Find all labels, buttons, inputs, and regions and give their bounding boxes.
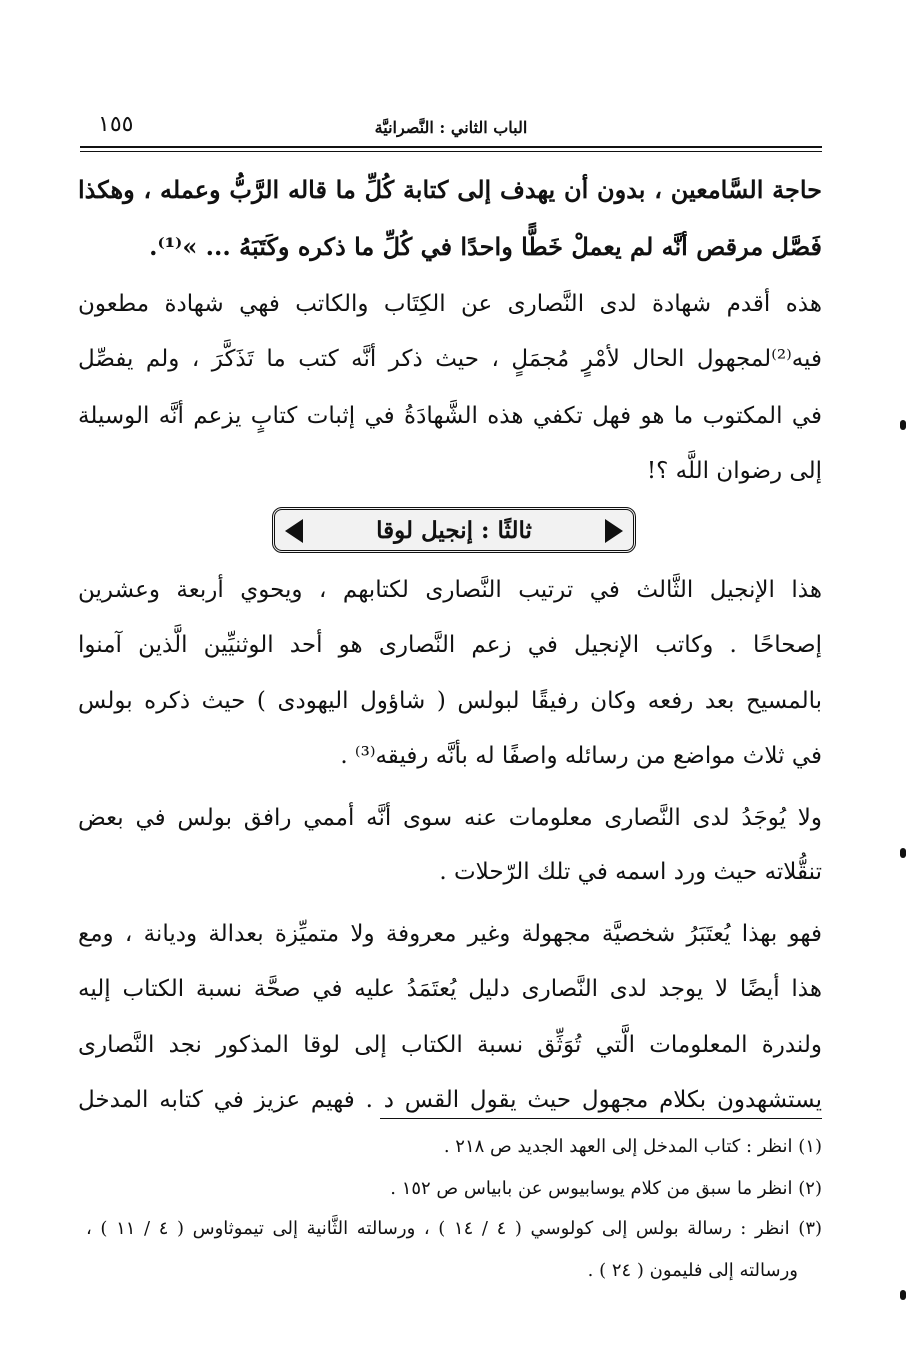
text-line: في المكتوب ما هو فهل تكفي هذه الشَّهادَةُ في إثبات كتابٍ يزعم أنَّه الوسيلة: [78, 403, 822, 429]
footnote-continuation: ورسالته إلى فليمون ( ٢٤ ) .: [587, 1260, 798, 1281]
arrow-right-icon: [605, 519, 623, 543]
text-line: إصحاحًا . وكاتب الإنجيل في زعم النَّصارى هو أحد الوثنيِّين الَّذين آمنوا: [78, 632, 822, 658]
text-line: فيه⁽²⁾لمجهول الحال لأمْرٍ مُجمَلٍ ، حيث ذكر أنَّه كتب ما تَذَكَّرَ ، ولم يفصِّل: [78, 346, 822, 372]
text-line: فَصَّل مرقص أنَّه لم يعملْ خَطًّا واحدًا في كُلِّ ما ذكره وكَتَبَهُ ... »⁽¹⁾.: [149, 232, 822, 261]
arrow-left-icon: [285, 519, 303, 543]
footnote-separator: [380, 1118, 822, 1119]
text-line: حاجة السَّامعين ، بدون أن يهدف إلى كتابة كُلِّ ما قاله الرَّبُّ وعمله ، وهكذا: [78, 175, 822, 204]
text-line: بالمسيح بعد رفعه وكان رفيقًا لبولس ( شاؤول اليهودى ) حيث ذكره بولس: [78, 688, 822, 714]
text-line: يستشهدون بكلام مجهول حيث يقول القس د . فهيم عزيز في كتابه المدخل: [78, 1087, 822, 1113]
text-line: في ثلاث مواضع من رسائله واصفًا له بأنَّه رفيقه⁽³⁾ .: [340, 743, 822, 769]
section-banner: [272, 507, 636, 553]
section-title: ثالثًا : إنجيل لوقا: [376, 517, 532, 544]
header-rule-thin: [80, 151, 822, 152]
scan-mark: [900, 848, 906, 858]
text-line: ولا يُوجَدُ لدى النَّصارى معلومات عنه سوى أنَّه أممي رافق بولس في بعض: [78, 805, 822, 831]
text-line: هذه أقدم شهادة لدى النَّصارى عن الكِتَاب والكاتب فهي شهادة مطعون: [78, 291, 822, 317]
header-rule-thick: [80, 146, 822, 148]
running-header: [80, 112, 822, 146]
footnote: (٢) انظر ما سبق من كلام يوسابيوس عن بابياس ص ١٥٢ .: [390, 1178, 822, 1199]
footnote: (٣) انظر : رسالة بولس إلى كولوسي ( ٤ / ١٤ ) ، ورسالته الثَّانية إلى تيموثاوس ( ٤ / ١١ ) ،: [86, 1218, 823, 1239]
text-line: هذا أيضًا لا يوجد لدى النَّصارى دليل يُعتَمَدُ عليه في صحَّة نسبة الكتاب إليه: [78, 976, 822, 1002]
scan-mark: [900, 1290, 906, 1300]
text-line: تنقُّلاته حيث ورد اسمه في تلك الرّحلات .: [439, 859, 822, 885]
chapter-title: الباب الثاني : النَّصرانيَّة: [374, 118, 528, 137]
scan-mark: [900, 420, 906, 430]
text-line: فهو بهذا يُعتَبَرُ شخصيَّة مجهولة وغير معروفة ولا متميِّزة بعدالة وديانة ، ومع: [78, 921, 822, 947]
text-line: هذا الإنجيل الثَّالث في ترتيب النَّصارى لكتابهم ، ويحوي أربعة وعشرين: [78, 577, 822, 603]
page-number: ١٥٥: [98, 112, 134, 137]
text-line: إلى رضوان اللَّه ؟!: [646, 458, 822, 484]
footnote: (١) انظر : كتاب المدخل إلى العهد الجديد ص ٢١٨ .: [443, 1136, 822, 1157]
text-line: ولندرة المعلومات الَّتي تُوَثِّق نسبة الكتاب إلى لوقا المذكور نجد النَّصارى: [78, 1032, 822, 1058]
